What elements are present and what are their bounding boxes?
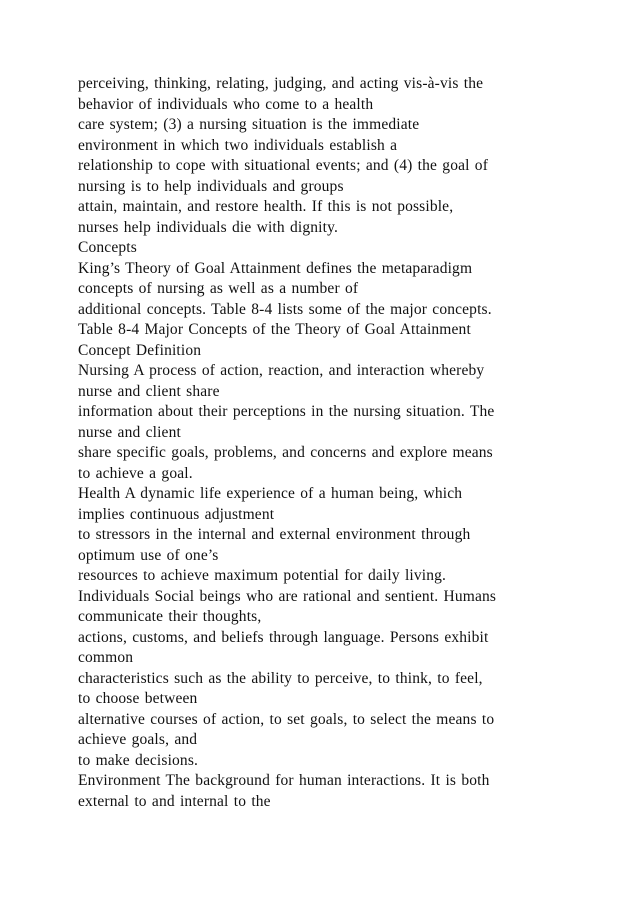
text-line: nursing is to help individuals and groups — [78, 177, 344, 195]
text-line: Table 8-4 Major Concepts of the Theory of Goal Attainment — [78, 321, 471, 338]
text-line: environment in which two individuals establish a — [78, 136, 398, 154]
text-line: concepts of nursing as well as a number of — [78, 280, 359, 297]
text-line: Nursing A process of action, reaction, and interaction whereby — [78, 362, 485, 379]
text-line: behavior of individuals who come to a health — [78, 95, 374, 113]
text-line: information about their perceptions in the nursing situation. The — [78, 403, 495, 420]
text-line: relationship to cope with situational events; and (4) the goal of — [78, 157, 489, 174]
text-line: characteristics such as the ability to perceive, to think, to feel, — [78, 669, 483, 687]
text-line: Health A dynamic life experience of a human being, which — [78, 485, 463, 502]
text-line: share specific goals, problems, and concerns and explore means — [78, 444, 493, 461]
text-line: nurse and client share — [78, 382, 220, 400]
text-line: actions, customs, and beliefs through language. Persons exhibit — [78, 628, 489, 646]
text-line: to choose between — [78, 690, 198, 707]
text-line: additional concepts. Table 8-4 lists some of the major concepts. — [78, 300, 492, 318]
text-line: Concepts — [78, 239, 137, 256]
text-line: external to and internal to the — [78, 792, 271, 810]
text-line: implies continuous adjustment — [78, 505, 275, 523]
text-line: achieve goals, and — [78, 731, 198, 748]
text-line: nurse and client — [78, 423, 181, 441]
text-line: resources to achieve maximum potential for daily living. — [78, 567, 447, 584]
text-line: to stressors in the internal and external environment through — [78, 526, 471, 543]
text-line: attain, maintain, and restore health. If this is not possible, — [78, 198, 454, 215]
text-line: nurses help individuals die with dignity. — [78, 218, 338, 236]
text-line: King’s Theory of Goal Attainment defines the metaparadigm — [78, 259, 473, 277]
text-line: communicate their thoughts, — [78, 608, 262, 625]
text-line: perceiving, thinking, relating, judging, and acting vis-à-vis the — [78, 75, 484, 92]
text-line: alternative courses of action, to set goals, to select the means to — [78, 710, 495, 728]
text-line: to make decisions. — [78, 751, 199, 769]
text-line: Concept Definition — [78, 341, 202, 359]
text-line: common — [78, 649, 134, 666]
body-text — [78, 74, 578, 812]
text-line: Environment The background for human interactions. It is both — [78, 772, 490, 789]
text-line: to achieve a goal. — [78, 464, 193, 482]
text-line: optimum use of one’s — [78, 546, 219, 564]
text-line: Individuals Social beings who are rational and sentient. Humans — [78, 587, 497, 605]
text-line: care system; (3) a nursing situation is the immediate — [78, 116, 420, 133]
